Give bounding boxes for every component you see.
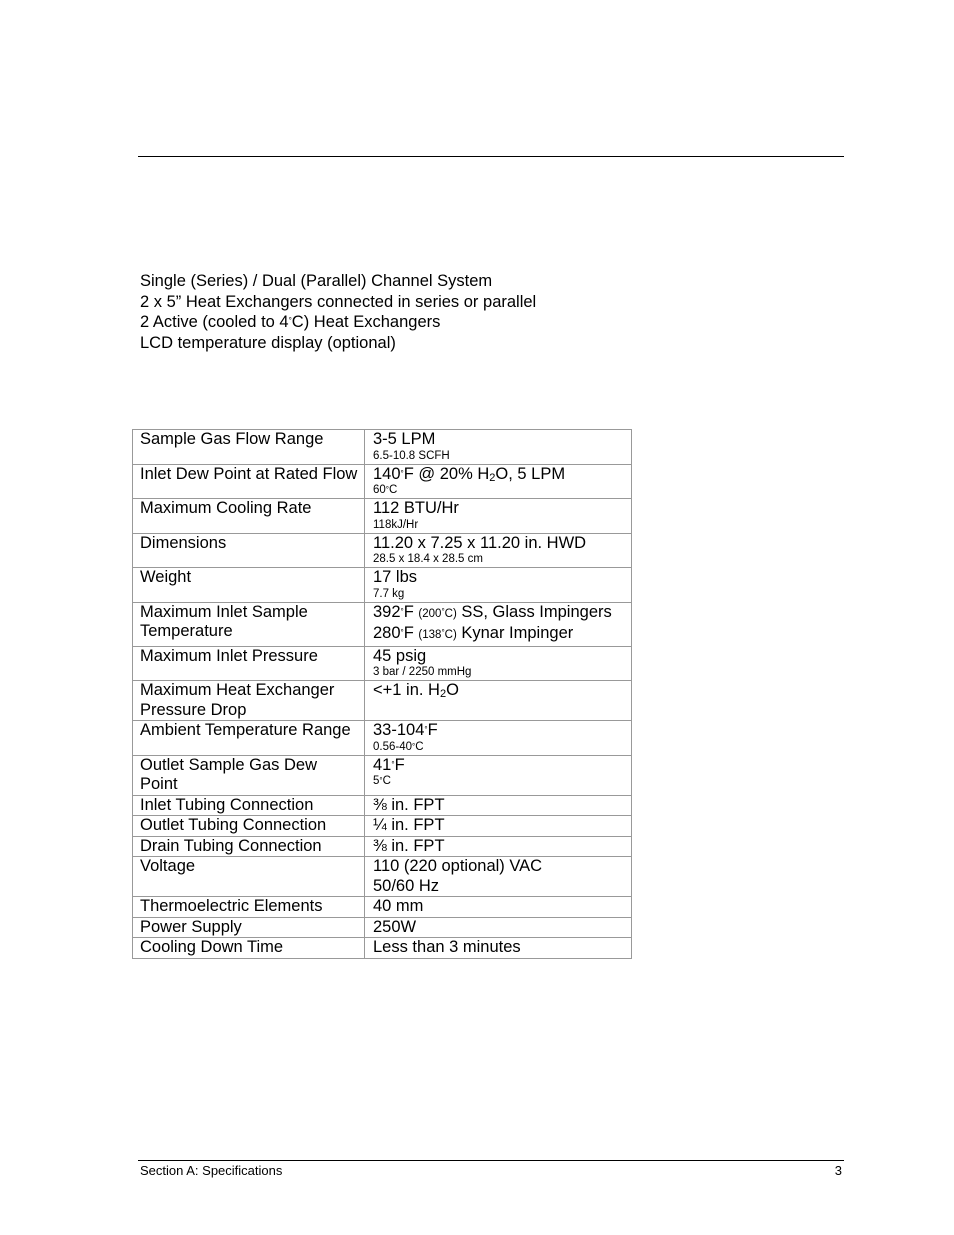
table-row — [133, 464, 632, 499]
table-row — [133, 646, 632, 681]
spec-value: ⅜ in. FPT — [365, 795, 632, 816]
table-row — [133, 721, 632, 756]
header-rule — [138, 156, 844, 157]
spec-label: Cooling Down Time — [133, 938, 365, 959]
spec-label: Outlet Tubing Connection — [133, 816, 365, 837]
spec-label: Maximum Cooling Rate — [133, 499, 365, 534]
table-row — [133, 938, 632, 959]
table-row — [133, 836, 632, 857]
spec-label: Maximum Inlet Pressure — [133, 646, 365, 681]
spec-label: Drain Tubing Connection — [133, 836, 365, 857]
table-row — [133, 568, 632, 603]
spec-value: 40 mm — [365, 897, 632, 918]
spec-label: Inlet Tubing Connection — [133, 795, 365, 816]
table-row — [133, 857, 632, 897]
spec-label: Weight — [133, 568, 365, 603]
feature-item: 2 Active (cooled to 4°C) Heat Exchangers — [140, 313, 441, 331]
spec-label: Outlet Sample Gas Dew Point — [133, 755, 365, 795]
spec-label: Thermoelectric Elements — [133, 897, 365, 918]
table-row — [133, 917, 632, 938]
table-row — [133, 533, 632, 568]
spec-label: Power Supply — [133, 917, 365, 938]
spec-value: 112 BTU/Hr 118kJ/Hr — [365, 499, 632, 534]
spec-value: 11.20 x 7.25 x 11.20 in. HWD 28.5 x 18.4 x 28.5 cm — [365, 533, 632, 568]
spec-value: 392°F (200°C) SS, Glass Impingers 280°F (138°C) Kynar Impinger — [365, 602, 632, 646]
spec-value: ¼ in. FPT — [365, 816, 632, 837]
specifications-table — [132, 429, 632, 959]
spec-value: 45 psig 3 bar / 2250 mmHg — [365, 646, 632, 681]
spec-label: Maximum Inlet Sample Temperature — [133, 602, 365, 646]
table-row — [133, 602, 632, 646]
spec-label: Voltage — [133, 857, 365, 897]
spec-value: 3-5 LPM 6.5-10.8 SCFH — [365, 430, 632, 465]
spec-label: Dimensions — [133, 533, 365, 568]
table-row — [133, 681, 632, 721]
spec-label: Ambient Temperature Range — [133, 721, 365, 756]
spec-value: 17 lbs 7.7 kg — [365, 568, 632, 603]
spec-value: 140°F @ 20% $H_2O$, 5 LPM 60°C — [365, 464, 632, 499]
spec-label: Maximum Heat Exchanger Pressure Drop — [133, 681, 365, 721]
feature-item: 2 x 5” Heat Exchangers connected in series or parallel — [140, 292, 537, 311]
spec-label: Sample Gas Flow Range — [133, 430, 365, 465]
spec-value: ⅜ in. FPT — [365, 836, 632, 857]
spec-label: Inlet Dew Point at Rated Flow — [133, 464, 365, 499]
feature-item: LCD temperature display (optional) — [140, 333, 396, 352]
spec-value: Less than 3 minutes — [365, 938, 632, 959]
feature-list — [140, 271, 536, 353]
spec-value: 41°F 5°C — [365, 755, 632, 795]
table-row — [133, 499, 632, 534]
footer-rule — [138, 1160, 844, 1161]
spec-value: <+1 in. $H_2O$ — [365, 681, 632, 721]
table-row — [133, 795, 632, 816]
feature-item: Single (Series) / Dual (Parallel) Channel System — [140, 272, 493, 290]
spec-value: 33-104°F 0.56-40°C — [365, 721, 632, 756]
table-row — [133, 816, 632, 837]
table-row — [133, 430, 632, 465]
degree-symbol: ° — [288, 316, 292, 325]
page-number: 3 — [834, 1163, 842, 1178]
table-row — [133, 755, 632, 795]
spec-value: 250W — [365, 917, 632, 938]
table-row — [133, 897, 632, 918]
footer-section-title: Section A: Specifications — [140, 1163, 283, 1178]
spec-value: 110 (220 optional) VAC 50/60 Hz — [365, 857, 632, 897]
